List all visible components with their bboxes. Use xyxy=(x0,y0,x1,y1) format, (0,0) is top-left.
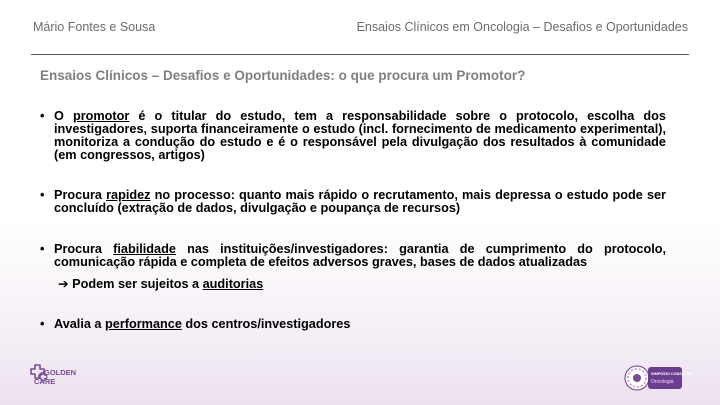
header-author: Mário Fontes e Sousa xyxy=(33,20,156,34)
bullet-text-post: no processo: quanto mais rápido o recrutamento, mais depressa o estudo pode ser concluído (extração de dados, divulgação e poupança de recursos) xyxy=(54,188,666,215)
golden-care-line1: GOLDEN xyxy=(44,368,77,377)
bullet-item-rapidez xyxy=(36,189,666,215)
golden-care-cross-icon xyxy=(28,363,77,389)
conference-logo-line2: Oncologia xyxy=(651,379,674,385)
conference-logo-banner xyxy=(648,367,682,389)
bullet-text xyxy=(54,243,666,269)
conference-logo-line1: SIMPÓSIO CONSELHO xyxy=(651,372,693,376)
golden-care-logo xyxy=(28,363,77,394)
subpoint-auditorias xyxy=(58,276,263,291)
bullet-keyword: fiabilidade xyxy=(113,242,176,256)
bullet-text-pre: Procura xyxy=(54,188,107,202)
bullet-text-post: nas instituições/investigadores: garantia de cumprimento do protocolo, comunicação rápida e completa de efeitos adversos graves, bases de dados atualizadas xyxy=(54,242,666,269)
bullet-dot: • xyxy=(40,188,45,202)
bullet-item-performance xyxy=(36,318,666,331)
bullet-text-pre: Procura xyxy=(54,242,114,256)
bullet-text-post: dos centros/investigadores xyxy=(181,317,351,331)
header-deck-title: Ensaios Clínicos em Oncologia – Desafios e Oportunidades xyxy=(356,20,688,34)
header-rule xyxy=(31,54,689,55)
ring-emblem-center xyxy=(633,374,641,382)
slide-title: Ensaios Clínicos – Desafios e Oportunidades: o que procura um Promotor? xyxy=(40,68,526,83)
arrow-right-icon: ➔ xyxy=(58,277,69,291)
bullet-keyword: promotor xyxy=(72,109,130,123)
conference-logo xyxy=(624,364,693,397)
bullet-dot: • xyxy=(40,317,45,331)
bullet-text-pre: Avalia a xyxy=(54,317,106,331)
bullet-text xyxy=(54,189,666,215)
bullet-text-pre: O xyxy=(54,109,73,123)
bullet-item-promotor xyxy=(36,110,666,162)
subpoint-keyword: auditorias xyxy=(202,277,264,291)
bullet-keyword: performance xyxy=(105,317,182,331)
bullet-text xyxy=(54,318,666,331)
bullet-text xyxy=(54,110,666,162)
golden-care-line2: CARE xyxy=(34,377,56,386)
bullet-dot: • xyxy=(40,242,45,256)
bullet-keyword: rapidez xyxy=(106,188,151,202)
bullet-text-post: é o titular do estudo, tem a responsabilidade sobre o protocolo, escolha dos investigadores, suporta financeiramente o estudo (incl. fornecimento de medicamento experimental), monitoriza a condução do estudo e é o responsável pela divulgação dos resultados à comunidade (em congressos, artigos) xyxy=(54,109,666,162)
bullet-item-fiabilidade xyxy=(36,243,666,269)
bullet-dot: • xyxy=(40,109,45,123)
subpoint-text: Podem ser sujeitos a xyxy=(68,277,203,291)
conference-logo-graphic xyxy=(624,364,693,392)
